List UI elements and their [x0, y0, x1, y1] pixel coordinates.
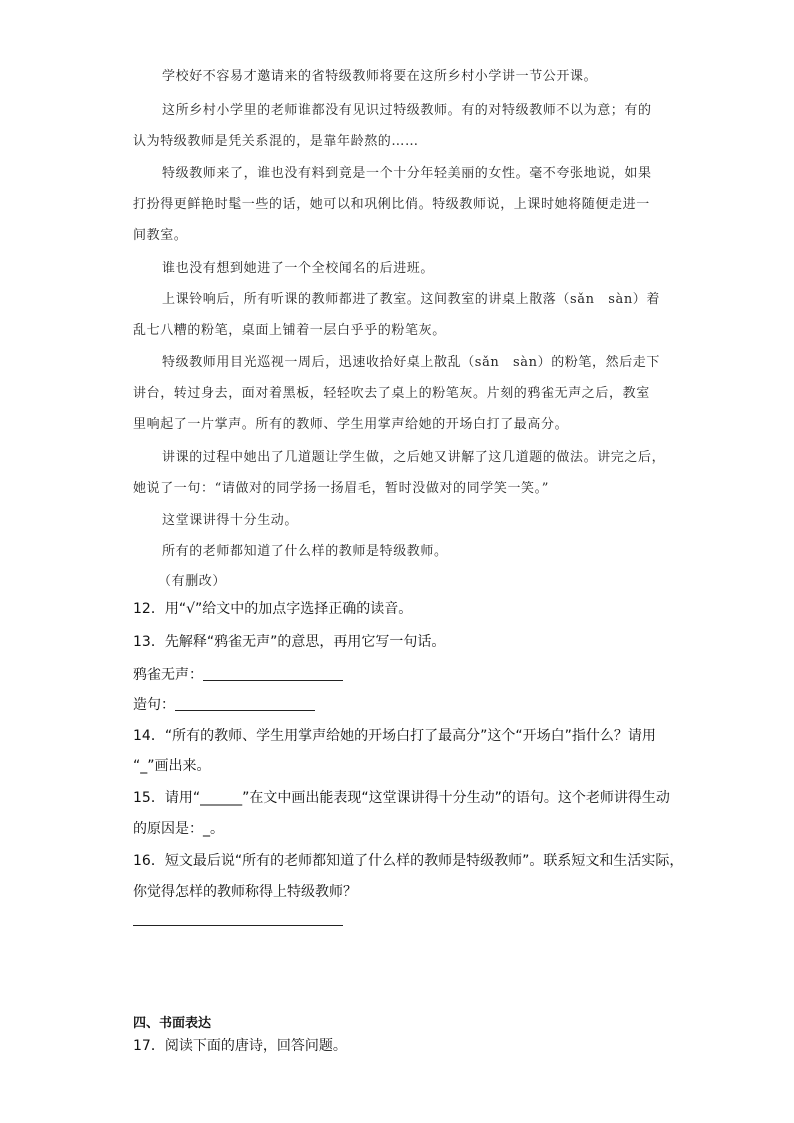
passage-paragraph-1: 学校好不容易才邀请来的省特级教师将要在这所乡村小学讲一节公开课。	[162, 69, 598, 84]
passage-paragraph-3-line-3: 间教室。	[133, 228, 188, 243]
passage-paragraph-3-line-1: 特级教师来了，谁也没有料到竟是一个十分年轻美丽的女性。毫不夸张地说，如果	[162, 166, 652, 181]
passage-paragraph-4: 谁也没有想到她进了一个全校闻名的后进班。	[162, 261, 435, 276]
section-4-heading: 四、书面表达	[133, 1016, 212, 1031]
passage-paragraph-8: 这堂课讲得十分生动。	[162, 513, 299, 528]
q13-meaning-answer-line[interactable]	[203, 680, 343, 681]
passage-paragraph-9: 所有的老师都知道了什么样的教师是特级教师。	[162, 544, 448, 559]
question-12: 12．用“√”给文中的加点字选择正确的读音。	[133, 601, 413, 617]
passage-paragraph-7-line-1: 讲课的过程中她出了几道题让学生做，之后她又讲解了这几道题的做法。讲完之后，	[162, 450, 666, 465]
passage-paragraph-6-line-2: 讲台，转过身去，面对着黑板，轻轻吹去了桌上的粉笔灰。片刻的鸦雀无声之后，教室	[133, 386, 650, 401]
passage-source-note: （有删改）	[158, 574, 227, 589]
question-15-line-1: 15．请用“______”在文中画出能表现“这堂课讲得十分生动”的语句。这个老师讲得生动	[133, 790, 670, 806]
passage-paragraph-5-line-1: 上课铃响后，所有听课的教师都进了教室。这间教室的讲桌上散落（sǎn sàn）着	[162, 292, 660, 307]
q13-meaning-label: 鸦雀无声：	[133, 667, 203, 683]
q16-answer-line[interactable]	[133, 925, 343, 926]
passage-paragraph-6-line-3: 里响起了一片掌声。所有的教师、学生用掌声给她的开场白打了最高分。	[133, 417, 569, 432]
passage-paragraph-2-line-2: 认为特级教师是凭关系混的，是靠年龄熬的……	[133, 134, 419, 149]
question-13: 13．先解释“鸦雀无声”的意思，再用它写一句话。	[133, 634, 446, 650]
passage-paragraph-3-line-2: 打扮得更鲜艳时髦一些的话，她可以和巩俐比俏。特级教师说，上课时她将随便走进一	[133, 197, 650, 212]
question-16-line-2: 你觉得怎样的教师称得上特级教师？	[133, 884, 357, 900]
question-14-line-1: 14．“所有的教师、学生用掌声给她的开场白打了最高分”这个“开场白”指什么？请用	[133, 728, 656, 744]
question-17: 17．阅读下面的唐诗，回答问题。	[133, 1038, 347, 1054]
passage-paragraph-5-line-2: 乱七八糟的粉笔，桌面上铺着一层白乎乎的粉笔灰。	[133, 323, 446, 338]
question-14-line-2: “_”画出来。	[133, 758, 211, 774]
question-16-line-1: 16．短文最后说“所有的老师都知道了什么样的教师是特级教师”。联系短文和生活实际，	[133, 853, 684, 869]
passage-paragraph-7-line-2: 她说了一句：“请做对的同学扬一扬眉毛，暂时没做对的同学笑一笑。”	[133, 481, 549, 496]
passage-paragraph-6-line-1: 特级教师用目光巡视一周后，迅速收拾好桌上散乱（sǎn sàn）的粉笔，然后走下	[162, 355, 660, 370]
q13-sentence-answer-line[interactable]	[175, 710, 315, 711]
question-15-line-2: 的原因是：_。	[133, 821, 224, 837]
passage-paragraph-2-line-1: 这所乡村小学里的老师谁都没有见识过特级教师。有的对特级教师不以为意；有的	[162, 103, 652, 118]
q13-sentence-label: 造句：	[133, 697, 175, 713]
